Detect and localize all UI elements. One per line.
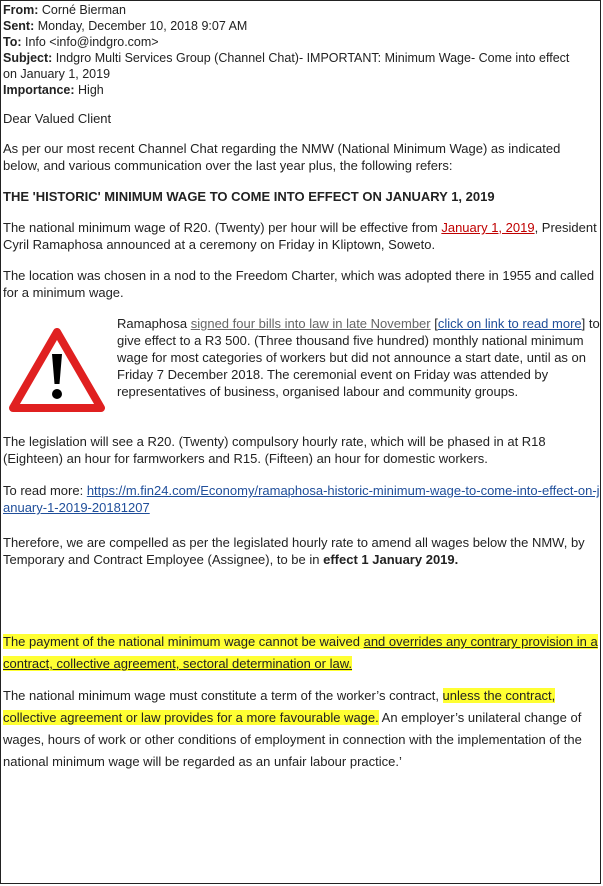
subject-value: Indgro Multi Services Group (Channel Chat)- IMPORTANT: Minimum Wage- Come into effect on January 1, 2019 xyxy=(3,51,570,81)
wage-paragraph: The national minimum wage of R20. (Twenty) per hour will be effective from January 1, 2019, President Cyril Ramaphosa announced at a ceremony on Friday in Kliptown, Soweto. xyxy=(3,220,597,252)
warning-triangle-icon xyxy=(9,328,105,412)
to-value: Info <info@indgro.com> xyxy=(21,35,159,49)
importance-value: High xyxy=(74,83,104,97)
sent-row: Sent: Monday, December 10, 2018 9:07 AM xyxy=(3,19,248,33)
to-row: To: Info <info@indgro.com> xyxy=(3,35,159,49)
greeting: Dear Valued Client xyxy=(3,111,112,126)
intro-paragraph: As per our most recent Channel Chat regarding the NMW (National Minimum Wage) as indicated below, and various communication over the last year plus, the following refers: xyxy=(3,141,561,173)
read-more-paragraph: To read more: https://m.fin24.com/Economy/ramaphosa-historic-minimum-wage-to-come-into-effect-on-january-1-2019-20181207 xyxy=(3,483,600,515)
contract-paragraph: The national minimum wage must constitute a term of the worker’s contract, unless the contract, collective agreement or law provides for a more favourable wage. An employer’s unilateral change of wages, hours of work or other conditions of employment in connection with the implementation of the national minimum wage will be regarded as an unfair labour practice.’ xyxy=(3,688,582,769)
therefore-paragraph: Therefore, we are compelled as per the legislated hourly rate to amend all wages below the NMW, by Temporary and Contract Employee (Assignee), to be in effect 1 January 2019. xyxy=(3,535,585,567)
section-heading: THE 'HISTORIC' MINIMUM WAGE TO COME INTO EFFECT ON JANUARY 1, 2019 xyxy=(3,189,495,204)
warning-text: Ramaphosa signed four bills into law in late November [click on link to read more] to give effect to a R3 500. (Three thousand five hundred) monthly national minimum wage for most categories of workers but did not announce a start date, until as on Friday 7 December 2018. The ceremonial event on Friday was attended by representatives of business, organised labour and community groups. xyxy=(117,316,600,399)
legislation-paragraph: The legislation will see a R20. (Twenty) compulsory hourly rate, which will be phased in at R18 (Eighteen) an hour for farmworkers and R15. (Fifteen) an hour for domestic workers. xyxy=(3,434,546,466)
warning-block xyxy=(3,315,600,433)
read-more-bracket-link[interactable]: click on link to read more xyxy=(437,316,582,331)
fin24-article-link[interactable]: https://m.fin24.com/Economy/ramaphosa-historic-minimum-wage-to-come-into-effect-on-january-1-2019-20181207 xyxy=(3,483,600,515)
subject-row: Subject: Indgro Multi Services Group (Channel Chat)- IMPORTANT: Minimum Wage- Come into effect on January 1, 2019 xyxy=(3,51,570,81)
from-value: Corné Bierman xyxy=(38,3,126,17)
from-row: From: Corné Bierman xyxy=(3,3,126,17)
effective-date-bold: effect 1 January 2019. xyxy=(323,552,459,567)
waiver-paragraph: The payment of the national minimum wage cannot be waived and overrides any contrary provision in a contract, collective agreement, sectoral determination or law. xyxy=(3,634,598,671)
email-header xyxy=(3,1,600,98)
importance-row: Importance: High xyxy=(3,83,104,97)
signed-bills-link[interactable]: signed four bills into law in late November xyxy=(190,316,431,331)
sent-value: Monday, December 10, 2018 9:07 AM xyxy=(34,19,248,33)
highlighted-section xyxy=(3,631,600,773)
spacer xyxy=(3,568,600,631)
january-date-link[interactable]: January 1, 2019 xyxy=(441,220,535,235)
location-paragraph: The location was chosen in a nod to the Freedom Charter, which was adopted there in 1955 and called for a minimum wage. xyxy=(3,268,595,300)
